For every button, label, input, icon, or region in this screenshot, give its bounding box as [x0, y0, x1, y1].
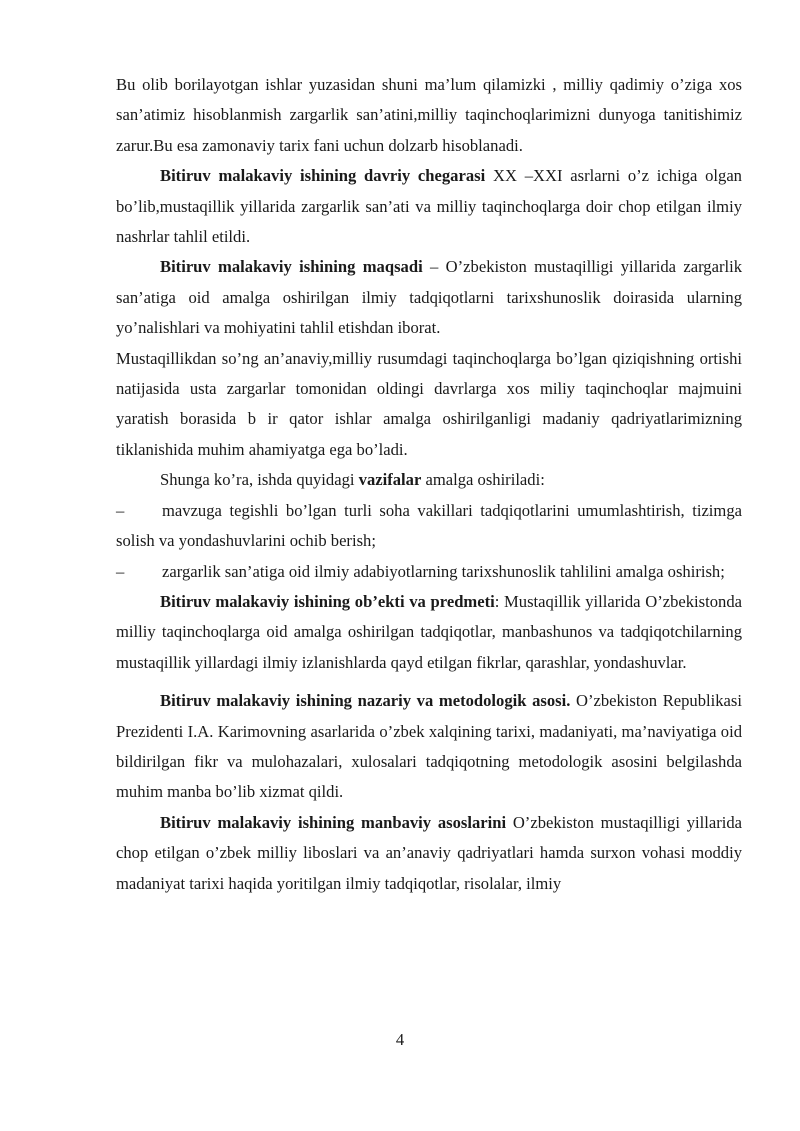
paragraph-independence: Mustaqillikdan so’ng an’anaviy,milliy rusumdagi taqinchoqlarga bo’lgan qiziqishning ortishi natijasida usta zargarlar tomonidan oldingi davrlarga xos miliy taqinchoqlar majmuini yaratish borasida b ir qator ishlar amalga oshirilganligi madaniy qadriyatlarimizning tiklanishida muhim ahamiyatga ega bo’ladi. [116, 348, 742, 459]
page-number: 4 [395, 1030, 405, 1049]
document-page [116, 70, 742, 899]
list-item-text: mavzuga tegishli bo’lgan turli soha vakillari tadqiqotlarini umumlashtirish, tizimga solish va yondashuvlarini ochib berish; [116, 500, 742, 551]
text-goal: – O’zbekiston mustaqilligi yillarida zargarlik san’atiga oid amalga oshirilgan ilmiy tadqiqotlarni tarixshunoslik doirasida ularning yo’nalishlari va mohiyatini tahlil etishdan iborat. [116, 257, 742, 338]
heading-object: Bitiruv malakaviy ishining ob’ekti va predmeti [160, 591, 495, 611]
heading-period: Bitiruv malakaviy ishining davriy chegarasi [160, 166, 486, 186]
paragraph-object [116, 587, 742, 678]
text-sources: O’zbekiston mustaqilligi yillarida chop etilgan o’zbek milliy liboslari va an’anaviy qadriyatlari hamda surxon vohasi moddiy madaniyat tarixi haqida yoritilgan ilmiy tadqiqotlar, risolalar, ilmiy [116, 812, 743, 893]
paragraph-tasks-intro [116, 465, 742, 495]
paragraph-sources [116, 808, 742, 899]
text-tasks-before: Shunga ko’ra, ishda quyidagi [160, 470, 359, 490]
dash-bullet: – [116, 561, 125, 581]
paragraph-intro: Bu olib borilayotgan ishlar yuzasidan shuni ma’lum qilamizki , milliy qadimiy o’ziga xos san’atimiz hisoblanmish zargarlik san’atini,milliy taqinchoqlarimizni dunyoga tanitishimiz zarur.Bu esa zamonaviy tarix fani uchun dolzarb hisoblanadi. [116, 75, 742, 155]
list-item-text: zargarlik san’atiga oid ilmiy adabiyotlarning tarixshunoslik tahlilini amalga oshirish; [162, 561, 725, 581]
list-item [116, 557, 742, 587]
heading-goal: Bitiruv malakaviy ishining maqsadi [160, 257, 423, 277]
paragraph-methodology [116, 686, 742, 808]
heading-sources: Bitiruv malakaviy ishining manbaviy asoslarini [160, 812, 507, 832]
paragraph-goal [116, 252, 742, 343]
text-methodology: O’zbekiston Republikasi Prezidenti I.A. Karimovning asarlarida o’zbek xalqining tarixi, madaniyati, ma’naviyatiga oid bildirilgan fikr va mulohazalari, xulosalari tadqiqotning metodologik asosini belgilashda muhim manba bo’lib xizmat qildi. [116, 691, 742, 802]
heading-tasks: vazifalar [358, 470, 422, 490]
text-object: : Mustaqillik yillarida O’zbekistonda milliy taqinchoqlarga oid amalga oshirilgan tadqiqotlar, manbashunos va tadqiqotchilarning mustaqillik yillardagi ilmiy izlanishlarda qayd etilgan fikrlar, qarashlar, yondashuvlar. [116, 591, 742, 672]
text-period: XX –XXI asrlarni o’z ichiga olgan bo’lib,mustaqillik yillarida zargarlik san’ati va milliy taqinchoqlarga doir chop etilgan ilmiy nashrlar tahlil etildi. [116, 166, 742, 247]
heading-methodology: Bitiruv malakaviy ishining nazariy va metodologik asosi. [160, 691, 571, 711]
list-item [116, 496, 742, 557]
dash-bullet: – [116, 500, 125, 520]
paragraph-period [116, 161, 742, 252]
text-tasks-after: amalga oshiriladi: [421, 470, 545, 490]
